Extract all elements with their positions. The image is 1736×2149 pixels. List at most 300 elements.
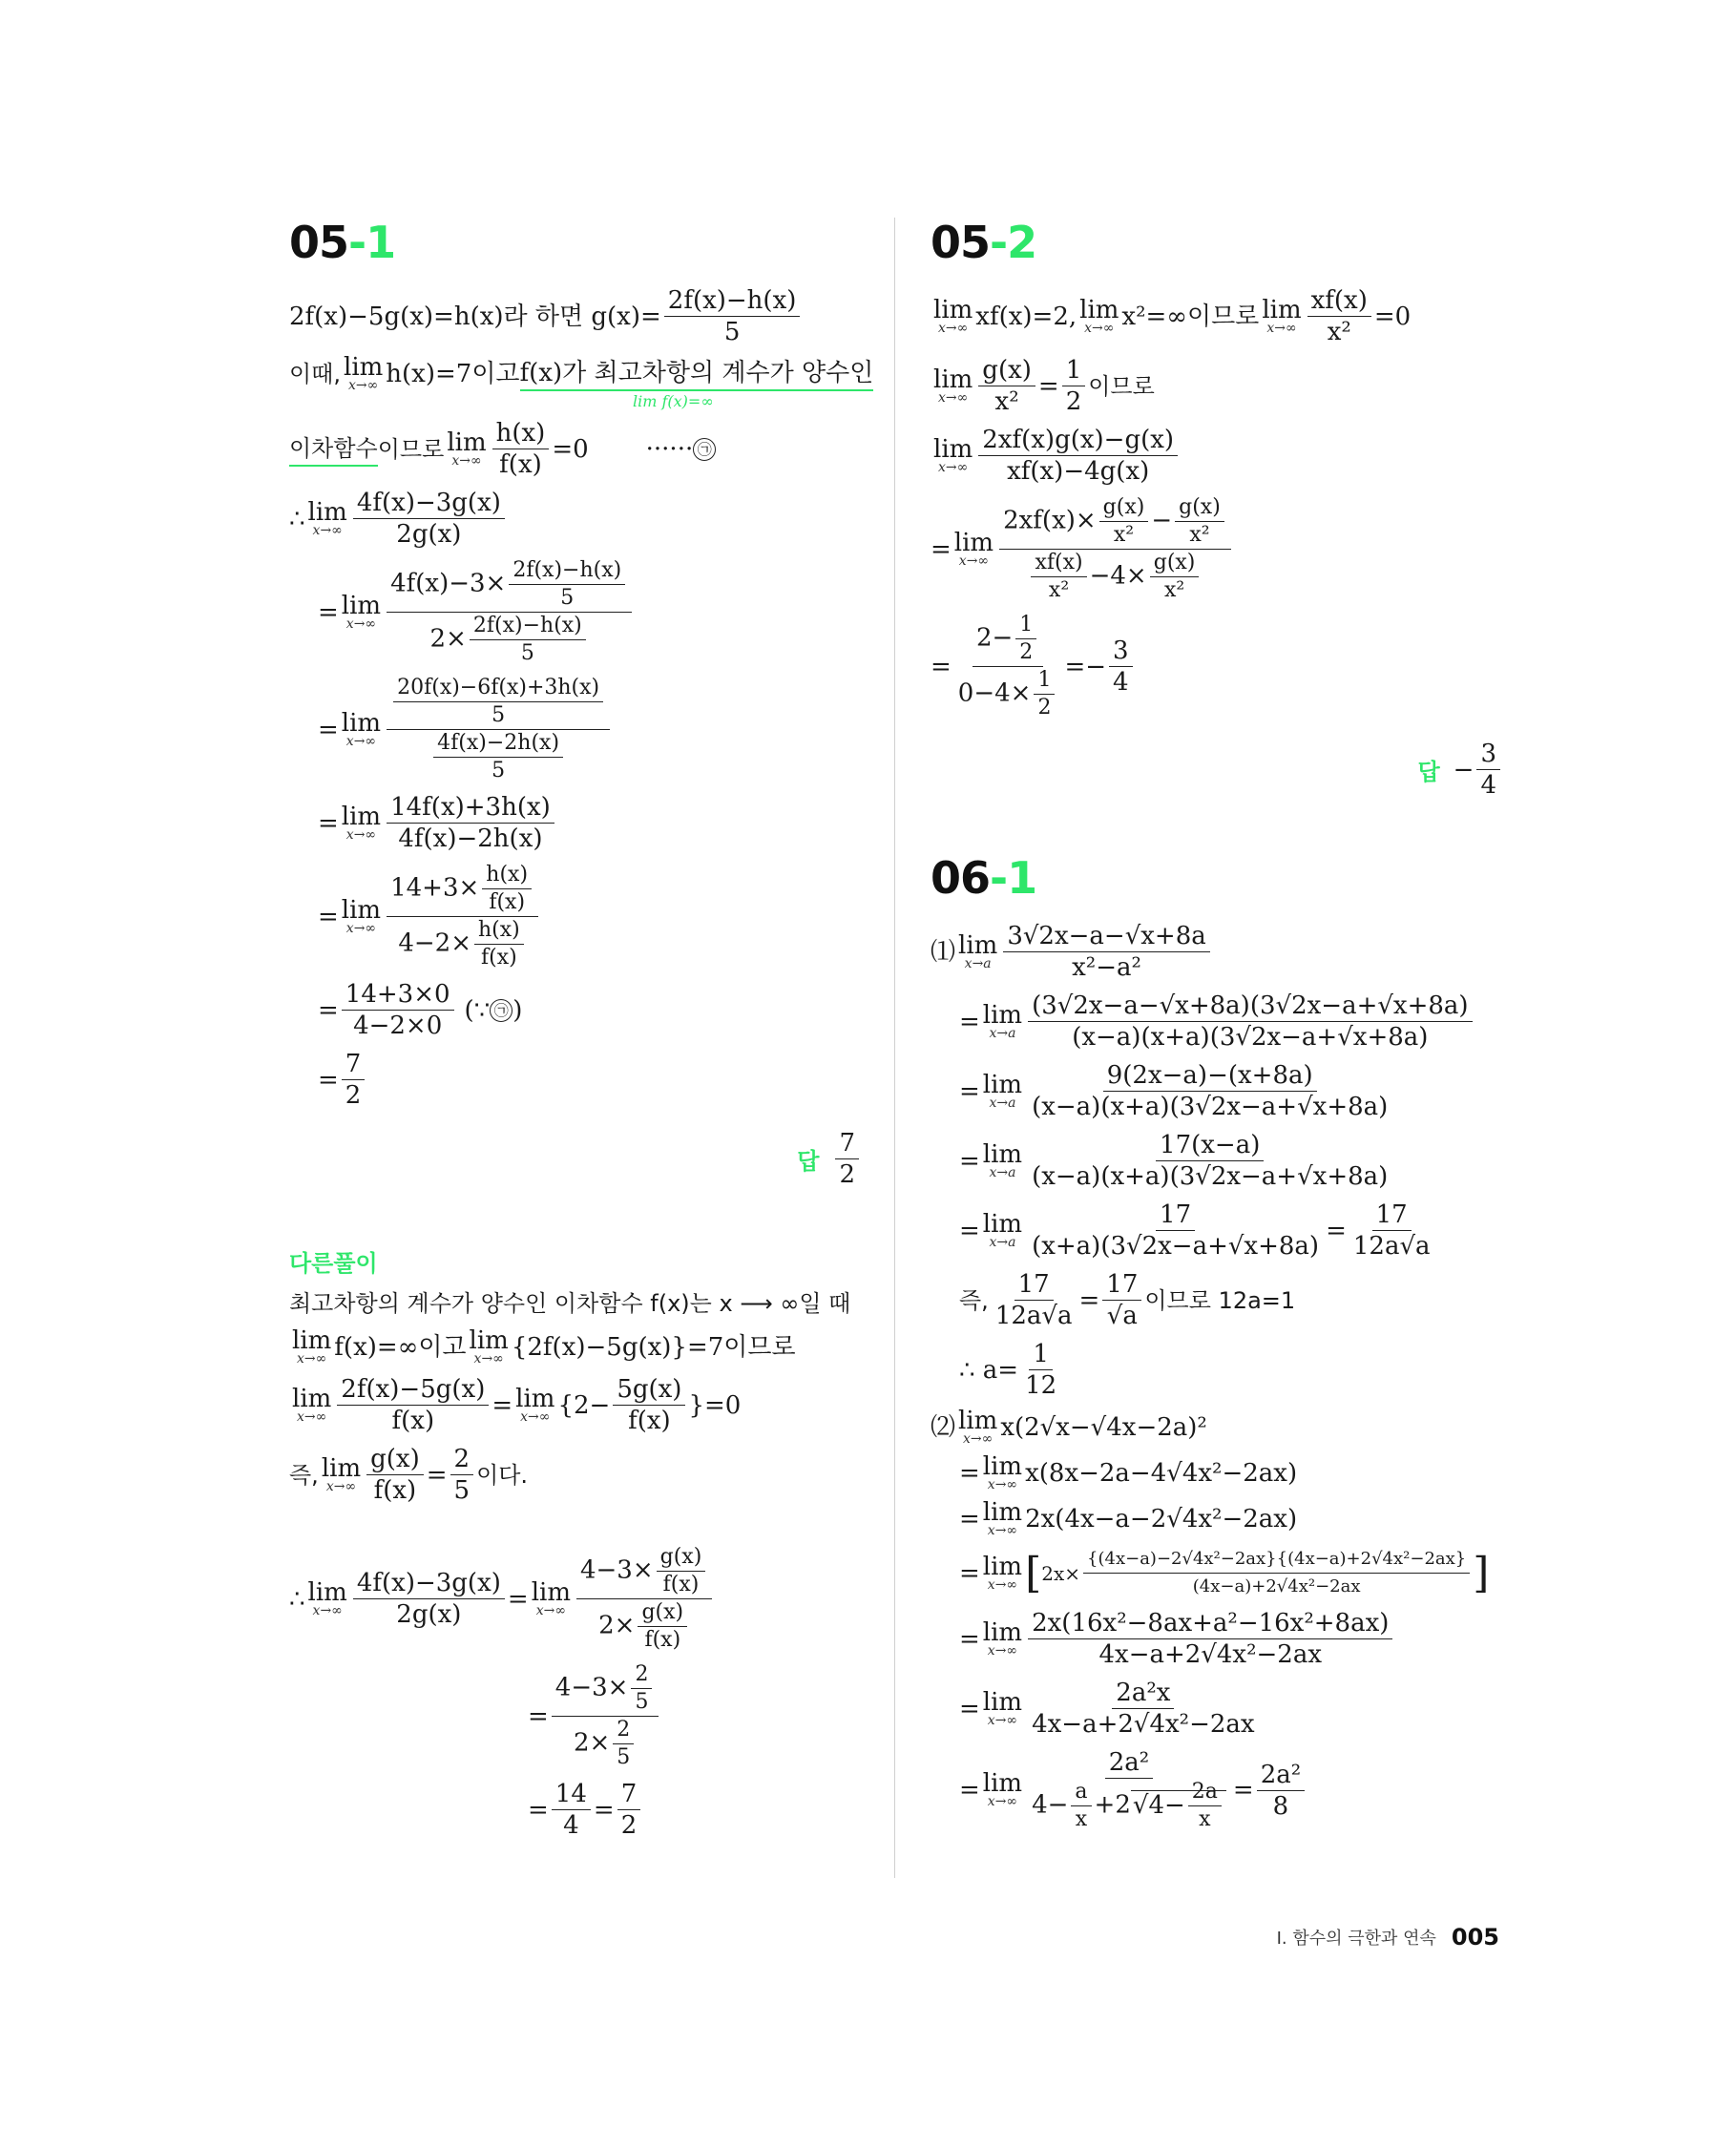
numerator: h(x) bbox=[492, 419, 550, 449]
equals: = bbox=[1232, 1776, 1254, 1805]
limit bbox=[982, 1617, 1023, 1659]
fraction bbox=[1015, 613, 1036, 665]
numerator: 2f(x)−h(x) bbox=[664, 286, 801, 317]
denominator: 4 bbox=[1480, 771, 1496, 800]
text: −4× bbox=[1089, 561, 1147, 591]
equals: = bbox=[959, 1694, 980, 1723]
denominator: 4−2×0 bbox=[353, 1012, 443, 1040]
denominator: x² bbox=[1327, 318, 1351, 346]
section-subnumber: -2 bbox=[990, 217, 1037, 268]
text: 이므로 bbox=[377, 435, 445, 463]
r-line-2 bbox=[931, 356, 1503, 416]
lim-subscript: x→∞ bbox=[325, 1478, 357, 1494]
fraction bbox=[1062, 356, 1086, 416]
limit bbox=[982, 1000, 1023, 1041]
text: 2× bbox=[429, 624, 467, 654]
lim-label: lim bbox=[933, 365, 973, 394]
text: }=0 bbox=[688, 1390, 742, 1420]
limit bbox=[982, 1769, 1023, 1809]
denominator: 4 bbox=[563, 1811, 579, 1840]
numerator bbox=[999, 495, 1231, 550]
lim-subscript: x→∞ bbox=[987, 1523, 1018, 1538]
alt-line-7 bbox=[289, 1780, 862, 1840]
fraction bbox=[342, 1050, 366, 1110]
equals: = bbox=[959, 1505, 980, 1534]
limit bbox=[982, 1452, 1023, 1492]
lim-subscript: x→∞ bbox=[1084, 320, 1115, 336]
text: 즉, bbox=[289, 1461, 319, 1489]
text: 2xf(x)× bbox=[1003, 506, 1097, 535]
q-line-2 bbox=[931, 991, 1503, 1052]
section-subnumber: -1 bbox=[990, 852, 1037, 904]
circled-label: ㉠ bbox=[693, 438, 716, 461]
numerator: g(x) bbox=[1099, 495, 1149, 522]
fraction bbox=[1102, 1270, 1141, 1330]
denominator bbox=[570, 1717, 640, 1770]
equals: = bbox=[318, 1065, 339, 1095]
w-line-1 bbox=[931, 1409, 1503, 1446]
q-line-6 bbox=[931, 1270, 1503, 1330]
lim-subscript: x→∞ bbox=[520, 1408, 551, 1425]
numerator: xf(x) bbox=[1307, 286, 1371, 317]
lim-label: lim bbox=[958, 930, 998, 960]
line-condition bbox=[289, 353, 874, 393]
denominator bbox=[427, 613, 593, 666]
text: 4−3× bbox=[554, 1673, 629, 1702]
text: {2f(x)−5g(x)}=7이므로 bbox=[511, 1333, 796, 1362]
denominator: x² bbox=[1048, 578, 1070, 602]
therefore-symbol: ∴ bbox=[289, 504, 305, 533]
compound-fraction bbox=[552, 1662, 659, 1770]
text: =0 bbox=[552, 434, 589, 464]
denominator: 5 bbox=[723, 318, 741, 346]
lim-subscript: x→∞ bbox=[345, 920, 377, 936]
text: 4− bbox=[1032, 1790, 1069, 1820]
limit bbox=[341, 802, 382, 843]
equals: = bbox=[318, 995, 339, 1025]
numerator: 2 bbox=[450, 1445, 474, 1475]
limit bbox=[341, 895, 382, 936]
lim-subscript: x→a bbox=[989, 1095, 1016, 1111]
w-line-6 bbox=[931, 1679, 1503, 1739]
denominator: f(x) bbox=[373, 1476, 417, 1505]
lim-subscript: x→∞ bbox=[297, 1351, 327, 1367]
w-line-2 bbox=[931, 1452, 1503, 1492]
denominator: (x−a)(x+a)(3√2x−a+√x+8a) bbox=[1032, 1093, 1389, 1121]
lim-label: lim bbox=[307, 1577, 347, 1607]
numerator: 1 bbox=[1062, 356, 1086, 386]
fraction bbox=[1109, 636, 1133, 697]
equals: = bbox=[426, 1460, 448, 1490]
lim-label: lim bbox=[933, 295, 973, 324]
numerator: 17 bbox=[1372, 1200, 1412, 1231]
lim-label: lim bbox=[982, 1498, 1023, 1527]
limit bbox=[982, 1687, 1023, 1728]
denominator: 2g(x) bbox=[396, 1600, 462, 1629]
lim-subscript: x→∞ bbox=[297, 1408, 327, 1425]
text: f(x)=∞이고 bbox=[334, 1333, 467, 1362]
denominator: x² bbox=[1113, 523, 1135, 547]
text: 2x(4x−a−2√4x²−2ax) bbox=[1025, 1505, 1298, 1534]
fraction bbox=[1028, 1609, 1392, 1669]
numerator bbox=[387, 676, 610, 730]
lim-label: lim bbox=[953, 528, 994, 557]
equals: = bbox=[1078, 1285, 1100, 1315]
lim-subscript: x→∞ bbox=[987, 1712, 1018, 1728]
denominator bbox=[1024, 550, 1205, 603]
denominator: x bbox=[1075, 1807, 1088, 1831]
lim-label: lim bbox=[344, 353, 384, 382]
text: 즉, bbox=[959, 1286, 989, 1314]
answer-05-1 bbox=[289, 1129, 862, 1189]
limit bbox=[292, 1326, 332, 1367]
numerator: g(x) bbox=[657, 1545, 706, 1572]
fraction bbox=[492, 419, 550, 479]
denominator: (4x−a)+2√4x²−2ax bbox=[1192, 1576, 1361, 1596]
fraction bbox=[366, 1445, 424, 1505]
limit bbox=[1262, 295, 1302, 336]
lim-subscript: x→∞ bbox=[348, 378, 379, 393]
numerator: 4f(x)−2h(x) bbox=[433, 731, 563, 758]
numerator: {(4x−a)−2√4x²−2ax}{(4x−a)+2√4x²−2ax} bbox=[1083, 1547, 1470, 1574]
lim-subscript: x→∞ bbox=[938, 459, 969, 475]
lim-subscript: x→a bbox=[964, 955, 992, 971]
alt-line-1 bbox=[289, 1287, 862, 1320]
equals: = bbox=[1037, 371, 1059, 401]
limit bbox=[344, 353, 384, 393]
numerator: 1 bbox=[1029, 1340, 1053, 1370]
fraction bbox=[613, 1718, 634, 1770]
denominator: x²−a² bbox=[1072, 953, 1141, 982]
numerator: 7 bbox=[342, 1050, 366, 1080]
text: 2× bbox=[598, 1611, 636, 1640]
section-number: 05 bbox=[931, 217, 991, 268]
numerator bbox=[973, 613, 1043, 667]
text: 14+3× bbox=[390, 873, 480, 903]
w-line-7 bbox=[931, 1748, 1503, 1832]
lim-subscript: x→∞ bbox=[938, 389, 969, 406]
text: x²=∞이므로 bbox=[1121, 302, 1260, 331]
fraction bbox=[482, 863, 532, 915]
answer-fraction bbox=[1476, 740, 1500, 800]
r-line-4 bbox=[931, 495, 1503, 603]
lim-subscript: x→∞ bbox=[987, 1477, 1018, 1492]
q-line-3 bbox=[931, 1061, 1503, 1121]
fraction bbox=[450, 1445, 474, 1505]
lim-label: lim bbox=[1079, 295, 1119, 324]
numerator: 2a² bbox=[1257, 1761, 1305, 1791]
text: ∴ a= bbox=[959, 1355, 1019, 1385]
fraction bbox=[393, 676, 603, 728]
numerator: 1 bbox=[1034, 668, 1055, 695]
text: 이므로 bbox=[1088, 372, 1155, 400]
text: ) bbox=[512, 995, 523, 1025]
w-line-5 bbox=[931, 1609, 1503, 1669]
denominator bbox=[427, 730, 570, 783]
limit bbox=[982, 1552, 1023, 1593]
fraction bbox=[664, 286, 801, 346]
lim-label: lim bbox=[982, 1000, 1023, 1030]
section-title-05-2 bbox=[931, 212, 1503, 273]
fraction bbox=[1003, 922, 1209, 982]
limit bbox=[953, 528, 994, 569]
denominator bbox=[954, 667, 1062, 720]
equals: = bbox=[959, 1558, 980, 1588]
numerator: g(x) bbox=[366, 1445, 424, 1475]
lim-label: lim bbox=[292, 1326, 332, 1355]
equals: = bbox=[959, 1007, 980, 1036]
denominator: x² bbox=[994, 387, 1019, 416]
lim-subscript: x→∞ bbox=[1266, 320, 1297, 336]
therefore-symbol: ∴ bbox=[289, 1584, 305, 1614]
green-annotation: lim f(x)=∞ bbox=[633, 392, 714, 410]
fraction bbox=[1349, 1200, 1434, 1261]
line-limit-zero bbox=[289, 419, 862, 479]
denominator: 5 bbox=[520, 641, 534, 665]
numerator: 2f(x)−5g(x) bbox=[337, 1375, 489, 1406]
equals: = bbox=[959, 1076, 980, 1106]
compound-fraction bbox=[387, 558, 632, 666]
fraction bbox=[337, 1375, 489, 1435]
section-number: 06 bbox=[931, 852, 991, 904]
r-line-3 bbox=[931, 426, 1503, 486]
lim-subscript: x→∞ bbox=[345, 615, 377, 632]
denominator: f(x) bbox=[662, 1573, 700, 1596]
denominator: (x−a)(x+a)(3√2x−a+√x+8a) bbox=[1032, 1162, 1389, 1191]
numerator: 2a²x bbox=[1112, 1679, 1174, 1709]
denominator: 8 bbox=[1272, 1791, 1289, 1821]
fraction bbox=[657, 1545, 706, 1597]
denominator: f(x) bbox=[628, 1407, 671, 1435]
numerator: 17 bbox=[1156, 1200, 1195, 1231]
equals: = bbox=[318, 715, 339, 744]
numerator: 17 bbox=[1102, 1270, 1141, 1301]
alternative-solution-title: 다른풀이 bbox=[289, 1250, 378, 1277]
fraction bbox=[1175, 495, 1224, 548]
text: 이때, bbox=[289, 361, 341, 387]
limit bbox=[307, 497, 347, 538]
fraction bbox=[1150, 551, 1200, 603]
denominator: xf(x)−4g(x) bbox=[1007, 457, 1150, 486]
lim-label: lim bbox=[982, 1687, 1023, 1717]
lim-label: lim bbox=[982, 1209, 1023, 1239]
lim-subscript: x→a bbox=[989, 1164, 1016, 1180]
denominator: 2g(x) bbox=[396, 520, 462, 549]
fraction bbox=[353, 1569, 505, 1629]
fraction bbox=[342, 980, 454, 1040]
lim-subscript: x→∞ bbox=[963, 1431, 993, 1447]
limit bbox=[292, 1384, 332, 1425]
limit bbox=[933, 434, 973, 475]
section-title-05-1 bbox=[289, 212, 862, 273]
q-line-1 bbox=[931, 922, 1503, 982]
numerator: 17 bbox=[1014, 1270, 1054, 1301]
q-line-7 bbox=[931, 1340, 1503, 1400]
text: 4−2× bbox=[398, 928, 472, 958]
compound-fraction bbox=[999, 495, 1231, 603]
lim-label: lim bbox=[321, 1453, 362, 1483]
numerator: 4f(x)−3g(x) bbox=[353, 489, 505, 519]
text: 이다. bbox=[476, 1461, 529, 1489]
numerator: g(x) bbox=[1175, 495, 1224, 522]
circled-label: ㉠ bbox=[490, 999, 512, 1022]
step-4 bbox=[289, 793, 862, 853]
limit bbox=[321, 1453, 362, 1494]
denominator: 2 bbox=[839, 1160, 855, 1189]
fraction bbox=[1083, 1547, 1470, 1599]
numerator: 7 bbox=[835, 1129, 859, 1159]
step-3 bbox=[289, 676, 862, 783]
text: 2− bbox=[975, 623, 1014, 653]
text: x(2√x−√4x−2a)² bbox=[1000, 1413, 1207, 1442]
equals: = bbox=[593, 1795, 615, 1825]
right-bracket: ] bbox=[1473, 1548, 1490, 1597]
fraction bbox=[1028, 1131, 1391, 1191]
numerator: 2x(16x²−8ax+a²−16x²+8ax) bbox=[1028, 1609, 1392, 1639]
answer-label: 답 bbox=[797, 1148, 820, 1175]
numerator: 14f(x)+3h(x) bbox=[387, 793, 554, 824]
equals: = bbox=[318, 597, 339, 627]
fraction bbox=[978, 356, 1035, 416]
fraction bbox=[433, 731, 563, 783]
lim-subscript: x→∞ bbox=[345, 826, 377, 843]
compound-fraction bbox=[954, 613, 1062, 720]
lim-subscript: x→∞ bbox=[312, 522, 343, 538]
limit bbox=[531, 1577, 571, 1618]
answer-fraction bbox=[835, 1129, 859, 1189]
denominator: 4x−a+2√4x²−2ax bbox=[1032, 1710, 1255, 1739]
lim-subscript: x→∞ bbox=[958, 553, 990, 569]
page-number: 005 bbox=[1451, 1924, 1499, 1951]
limit bbox=[515, 1384, 555, 1425]
w-line-3 bbox=[931, 1498, 1503, 1538]
equals: = bbox=[492, 1390, 513, 1420]
numerator: 2f(x)−h(x) bbox=[470, 614, 586, 640]
fraction bbox=[1028, 991, 1472, 1052]
numerator: 2 bbox=[631, 1662, 652, 1689]
numerator: 3√2x−a−√x+8a bbox=[1003, 922, 1209, 952]
numerator: 5g(x) bbox=[613, 1375, 685, 1406]
numerator bbox=[576, 1545, 712, 1599]
lim-subscript: x→∞ bbox=[451, 452, 482, 469]
text: =− bbox=[1064, 652, 1107, 681]
lim-label: lim bbox=[958, 1407, 998, 1435]
denominator: 12 bbox=[1025, 1371, 1057, 1400]
part-label: ⑴ bbox=[931, 937, 956, 967]
denominator: 12a√a bbox=[1352, 1232, 1431, 1261]
denominator: f(x) bbox=[644, 1628, 681, 1652]
numerator: 14 bbox=[552, 1780, 591, 1810]
text: 0−4× bbox=[957, 678, 1032, 708]
lim-subscript: x→∞ bbox=[312, 1602, 343, 1618]
equals: = bbox=[507, 1584, 529, 1614]
lim-subscript: x→a bbox=[989, 1234, 1016, 1250]
text: 최고차항의 계수가 양수인 이차함수 f(x)는 x ⟶ ∞일 때 bbox=[289, 1290, 851, 1317]
fraction bbox=[1028, 1200, 1323, 1261]
denominator: f(x) bbox=[499, 450, 542, 479]
compound-fraction bbox=[387, 863, 538, 970]
column-divider bbox=[894, 218, 895, 1878]
limit bbox=[982, 1209, 1023, 1250]
numerator: 2xf(x)g(x)−g(x) bbox=[978, 426, 1178, 456]
lim-label: lim bbox=[341, 591, 382, 620]
lim-label: lim bbox=[982, 1139, 1023, 1169]
numerator: 3 bbox=[1109, 636, 1133, 667]
fraction bbox=[1257, 1761, 1305, 1821]
fraction bbox=[552, 1780, 591, 1840]
numerator: xf(x) bbox=[1031, 551, 1086, 577]
denominator: f(x) bbox=[489, 890, 526, 914]
limit bbox=[982, 1498, 1023, 1538]
denominator: 2 bbox=[1019, 640, 1034, 664]
numerator: 2a bbox=[1188, 1780, 1222, 1806]
lim-subscript: x→∞ bbox=[987, 1576, 1018, 1593]
limit bbox=[341, 591, 382, 632]
step-5 bbox=[289, 863, 862, 970]
text: 2× bbox=[573, 1728, 611, 1758]
underlined-text: f(x)가 최고차항의 계수가 양수인 bbox=[520, 357, 874, 391]
lim-label: lim bbox=[341, 895, 382, 925]
text: 2f(x)−5g(x)=h(x)라 하면 g(x)= bbox=[289, 302, 661, 331]
text: 이므로 12a=1 bbox=[1144, 1286, 1296, 1314]
fraction bbox=[1028, 1061, 1391, 1121]
line-definition bbox=[289, 286, 862, 346]
part-label: ⑵ bbox=[931, 1413, 956, 1442]
numerator: 3 bbox=[1476, 740, 1500, 770]
lim-subscript: x→∞ bbox=[535, 1602, 566, 1618]
equals: = bbox=[931, 534, 952, 564]
section-number: 05 bbox=[289, 217, 349, 268]
lim-label: lim bbox=[1262, 295, 1302, 324]
equals: = bbox=[528, 1795, 549, 1825]
denominator: (x−a)(x+a)(3√2x−a+√x+8a) bbox=[1072, 1023, 1429, 1052]
denominator: 4x−a+2√4x²−2ax bbox=[1098, 1640, 1322, 1669]
numerator bbox=[387, 863, 538, 917]
fraction bbox=[387, 793, 554, 853]
compound-fraction bbox=[387, 676, 610, 783]
section-subnumber: -1 bbox=[348, 217, 396, 268]
limit bbox=[933, 295, 973, 336]
equals: = bbox=[931, 652, 952, 681]
text: +2 bbox=[1094, 1790, 1131, 1820]
equals: = bbox=[318, 808, 339, 838]
lim-label: lim bbox=[469, 1326, 509, 1355]
step-6 bbox=[289, 980, 862, 1040]
denominator: 5 bbox=[635, 1690, 649, 1714]
left-bracket: [ bbox=[1025, 1548, 1042, 1597]
numerator: h(x) bbox=[482, 863, 532, 889]
lim-subscript: x→a bbox=[989, 1025, 1016, 1041]
denominator: x² bbox=[1189, 523, 1210, 547]
fraction bbox=[353, 489, 505, 549]
fraction bbox=[617, 1780, 641, 1840]
lim-subscript: x→∞ bbox=[938, 320, 969, 336]
fraction bbox=[1188, 1780, 1222, 1832]
lim-label: lim bbox=[982, 1452, 1023, 1481]
denominator: 2 bbox=[345, 1081, 362, 1110]
numerator: 9(2x−a)−(x+8a) bbox=[1103, 1061, 1317, 1092]
q-line-4 bbox=[931, 1131, 1503, 1191]
text: 4− bbox=[1148, 1790, 1185, 1820]
limit bbox=[447, 428, 487, 469]
numerator: (3√2x−a−√x+8a)(3√2x−a+√x+8a) bbox=[1028, 991, 1472, 1022]
numerator: 14+3×0 bbox=[342, 980, 454, 1011]
numerator: 17(x−a) bbox=[1156, 1131, 1264, 1161]
numerator: 4f(x)−3g(x) bbox=[353, 1569, 505, 1599]
right-column bbox=[931, 212, 1503, 1842]
lim-label: lim bbox=[982, 1552, 1023, 1581]
denominator: 4 bbox=[1113, 668, 1129, 697]
